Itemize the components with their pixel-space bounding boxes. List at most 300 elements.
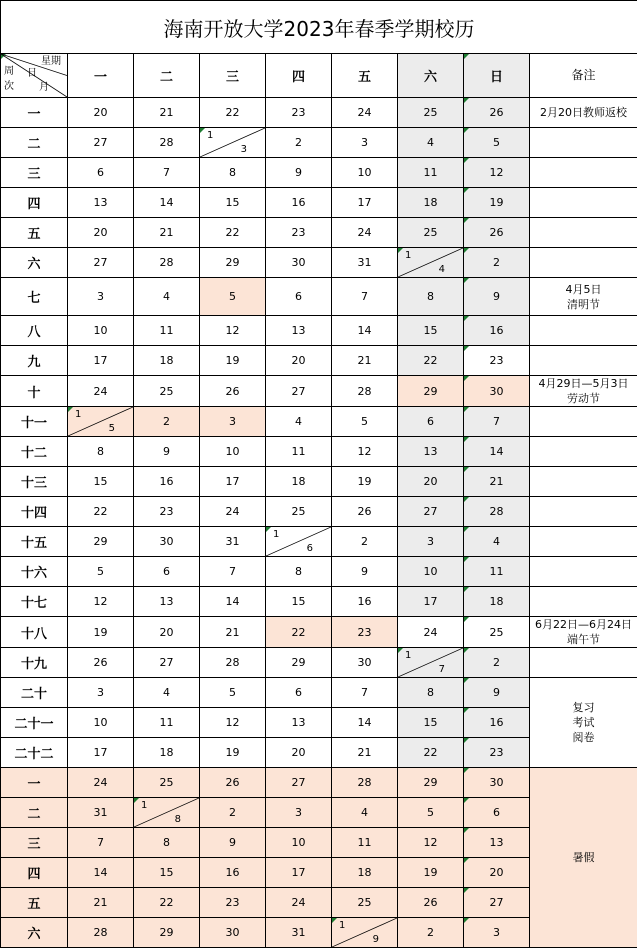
date-cell: 2 <box>332 527 398 557</box>
date-cell: 6 <box>134 557 200 587</box>
month-split <box>332 918 397 947</box>
date-cell: 28 <box>464 497 530 527</box>
note-cell-empty <box>530 158 637 188</box>
date-cell: 24 <box>398 617 464 648</box>
date-cell: 15 <box>68 467 134 497</box>
week-row <box>1 648 637 678</box>
date-cell: 16 <box>464 708 530 738</box>
date-cell: 5 <box>200 678 266 708</box>
date-cell: 13 <box>266 316 332 346</box>
date-cell: 14 <box>332 708 398 738</box>
week-number: 九 <box>1 346 68 376</box>
date-cell: 9 <box>266 158 332 188</box>
date-cell: 22 <box>200 98 266 128</box>
new-month-day: 1 <box>339 920 346 931</box>
date-cell: 23 <box>464 346 530 376</box>
date-cell: 10 <box>266 828 332 858</box>
date-cell: 7 <box>134 158 200 188</box>
week-number: 二十二 <box>1 738 68 768</box>
date-cell: 30 <box>134 527 200 557</box>
date-cell: 7 <box>68 828 134 858</box>
note-cell <box>530 678 637 768</box>
date-cell: 27 <box>266 376 332 407</box>
week-number: 十一 <box>1 407 68 437</box>
week-row <box>1 158 637 188</box>
date-cell: 2 <box>200 798 266 828</box>
date-cell: 18 <box>266 467 332 497</box>
date-cell: 3 <box>68 278 134 316</box>
note-cell-empty <box>530 557 637 587</box>
date-cell: 2 <box>134 407 200 437</box>
date-cell: 13 <box>134 587 200 617</box>
date-cell: 20 <box>134 617 200 648</box>
week-number: 四 <box>1 188 68 218</box>
date-cell: 21 <box>332 738 398 768</box>
header-mon: 一 <box>68 54 134 98</box>
date-cell: 13 <box>68 188 134 218</box>
week-number: 十四 <box>1 497 68 527</box>
new-month-day: 1 <box>207 130 214 141</box>
note-cell <box>530 376 637 407</box>
date-cell: 9 <box>134 437 200 467</box>
note-line: 考试 <box>572 716 595 729</box>
date-cell: 18 <box>332 858 398 888</box>
new-month-day: 1 <box>75 409 82 420</box>
week-row <box>1 98 637 128</box>
week-number: 二 <box>1 798 68 828</box>
date-cell: 3 <box>332 128 398 158</box>
date-cell: 4 <box>266 407 332 437</box>
date-cell-month-start <box>266 527 332 557</box>
week-row <box>1 346 637 376</box>
header-fri: 五 <box>332 54 398 98</box>
date-cell: 14 <box>200 587 266 617</box>
week-row <box>1 407 637 437</box>
date-cell-month-start <box>200 128 266 158</box>
date-cell: 14 <box>134 188 200 218</box>
month-split <box>200 128 265 157</box>
date-cell: 7 <box>200 557 266 587</box>
date-cell: 20 <box>398 467 464 497</box>
date-cell: 27 <box>398 497 464 527</box>
week-number: 五 <box>1 888 68 918</box>
date-cell: 30 <box>464 376 530 407</box>
date-cell: 5 <box>332 407 398 437</box>
week-number: 二 <box>1 128 68 158</box>
note-line: 阅卷 <box>572 731 595 744</box>
date-cell: 6 <box>266 678 332 708</box>
note-cell: 2月20日教师返校 <box>530 98 637 128</box>
week-row <box>1 278 637 316</box>
week-row <box>1 678 637 708</box>
note-line: 复习 <box>572 701 595 714</box>
date-cell: 20 <box>68 218 134 248</box>
corner-week-label: 周 <box>4 66 14 77</box>
date-cell: 16 <box>266 188 332 218</box>
note-cell-empty <box>530 467 637 497</box>
month-split <box>134 798 199 827</box>
date-cell: 24 <box>68 768 134 798</box>
date-cell: 7 <box>332 278 398 316</box>
date-cell: 24 <box>200 497 266 527</box>
month-split <box>398 248 463 277</box>
date-cell: 12 <box>464 158 530 188</box>
date-cell: 29 <box>68 527 134 557</box>
note-line: 4月29日—5月3日 <box>538 377 629 390</box>
date-cell: 3 <box>464 918 530 948</box>
date-cell: 10 <box>200 437 266 467</box>
date-cell: 20 <box>266 346 332 376</box>
new-month-number: 6 <box>306 543 313 554</box>
date-cell: 19 <box>332 467 398 497</box>
date-cell: 15 <box>134 858 200 888</box>
date-cell: 4 <box>134 678 200 708</box>
date-cell: 4 <box>398 128 464 158</box>
date-cell: 19 <box>200 738 266 768</box>
week-number: 十 <box>1 376 68 407</box>
date-cell: 11 <box>398 158 464 188</box>
date-cell: 22 <box>266 617 332 648</box>
week-row <box>1 128 637 158</box>
date-cell: 20 <box>464 858 530 888</box>
date-cell: 2 <box>464 648 530 678</box>
date-cell: 5 <box>464 128 530 158</box>
date-cell: 28 <box>134 248 200 278</box>
date-cell: 26 <box>332 497 398 527</box>
date-cell: 24 <box>266 888 332 918</box>
date-cell: 22 <box>200 218 266 248</box>
week-number: 十九 <box>1 648 68 678</box>
date-cell: 31 <box>68 798 134 828</box>
date-cell: 10 <box>68 316 134 346</box>
date-cell: 21 <box>134 98 200 128</box>
date-cell: 5 <box>68 557 134 587</box>
date-cell: 22 <box>398 738 464 768</box>
date-cell: 10 <box>398 557 464 587</box>
date-cell: 8 <box>134 828 200 858</box>
date-cell: 26 <box>68 648 134 678</box>
date-cell: 14 <box>68 858 134 888</box>
week-row <box>1 467 637 497</box>
date-cell: 8 <box>68 437 134 467</box>
page-title: 海南开放大学2023年春季学期校历 <box>1 1 637 54</box>
corner-month-label: 月 <box>39 82 49 93</box>
week-number: 六 <box>1 918 68 948</box>
date-cell: 15 <box>200 188 266 218</box>
note-cell: 暑假 <box>530 768 637 948</box>
week-number: 二十 <box>1 678 68 708</box>
date-cell: 29 <box>398 768 464 798</box>
note-line: 4月5日 <box>565 282 602 296</box>
date-cell: 17 <box>398 587 464 617</box>
week-row <box>1 527 637 557</box>
date-cell: 6 <box>68 158 134 188</box>
date-cell: 25 <box>464 617 530 648</box>
date-cell: 24 <box>68 376 134 407</box>
new-month-number: 7 <box>438 664 445 675</box>
date-cell: 24 <box>332 98 398 128</box>
date-cell: 25 <box>332 888 398 918</box>
date-cell: 28 <box>332 768 398 798</box>
date-cell: 2 <box>398 918 464 948</box>
date-cell: 29 <box>398 376 464 407</box>
week-number: 十三 <box>1 467 68 497</box>
note-cell-empty <box>530 188 637 218</box>
week-row <box>1 617 637 648</box>
new-month-number: 8 <box>174 814 181 825</box>
header-tue: 二 <box>134 54 200 98</box>
date-cell: 29 <box>134 918 200 948</box>
new-month-day: 1 <box>405 650 412 661</box>
date-cell: 15 <box>266 587 332 617</box>
date-cell: 17 <box>200 467 266 497</box>
date-cell-month-start <box>134 798 200 828</box>
note-cell-empty <box>530 497 637 527</box>
week-number: 一 <box>1 768 68 798</box>
date-cell: 21 <box>200 617 266 648</box>
date-cell: 2 <box>464 248 530 278</box>
week-row <box>1 497 637 527</box>
date-cell: 28 <box>200 648 266 678</box>
calendar-body <box>1 98 637 948</box>
date-cell: 19 <box>200 346 266 376</box>
note-cell <box>530 617 637 648</box>
date-cell: 6 <box>464 798 530 828</box>
week-number: 三 <box>1 828 68 858</box>
date-cell: 24 <box>332 218 398 248</box>
date-cell: 6 <box>398 407 464 437</box>
note-line: 6月22日—6月24日 <box>535 618 632 631</box>
note-cell-empty <box>530 437 637 467</box>
date-cell: 28 <box>134 128 200 158</box>
date-cell: 26 <box>398 888 464 918</box>
header-wed: 三 <box>200 54 266 98</box>
header-sat: 六 <box>398 54 464 98</box>
date-cell: 4 <box>134 278 200 316</box>
week-row <box>1 437 637 467</box>
date-cell: 27 <box>266 768 332 798</box>
date-cell: 13 <box>266 708 332 738</box>
week-row <box>1 557 637 587</box>
date-cell: 17 <box>68 346 134 376</box>
date-cell: 8 <box>398 678 464 708</box>
date-cell: 22 <box>68 497 134 527</box>
week-row <box>1 188 637 218</box>
date-cell: 7 <box>332 678 398 708</box>
date-cell: 17 <box>68 738 134 768</box>
date-cell: 10 <box>332 158 398 188</box>
date-cell: 11 <box>266 437 332 467</box>
date-cell: 25 <box>266 497 332 527</box>
corner-weekday-label: 星期 <box>41 56 61 67</box>
date-cell: 31 <box>200 527 266 557</box>
date-cell: 17 <box>332 188 398 218</box>
date-cell: 21 <box>464 467 530 497</box>
date-cell: 12 <box>200 708 266 738</box>
date-cell: 12 <box>398 828 464 858</box>
note-cell-empty <box>530 128 637 158</box>
date-cell: 11 <box>464 557 530 587</box>
week-number: 十五 <box>1 527 68 557</box>
date-cell: 25 <box>398 218 464 248</box>
date-cell: 5 <box>200 278 266 316</box>
week-number: 四 <box>1 858 68 888</box>
note-cell-empty <box>530 648 637 678</box>
date-cell-month-start <box>398 248 464 278</box>
date-cell: 9 <box>200 828 266 858</box>
date-cell: 23 <box>134 497 200 527</box>
date-cell: 13 <box>398 437 464 467</box>
date-cell: 18 <box>398 188 464 218</box>
date-cell: 2 <box>266 128 332 158</box>
week-number: 十二 <box>1 437 68 467</box>
week-row <box>1 587 637 617</box>
header-note: 备注 <box>530 54 637 98</box>
note-cell-empty <box>530 218 637 248</box>
date-cell: 21 <box>332 346 398 376</box>
date-cell: 26 <box>464 218 530 248</box>
date-cell: 10 <box>68 708 134 738</box>
date-cell: 28 <box>332 376 398 407</box>
date-cell: 4 <box>332 798 398 828</box>
new-month-number: 3 <box>240 144 247 155</box>
date-cell: 25 <box>134 376 200 407</box>
date-cell: 22 <box>134 888 200 918</box>
date-cell: 30 <box>200 918 266 948</box>
date-cell: 23 <box>266 98 332 128</box>
date-cell: 12 <box>200 316 266 346</box>
date-cell: 5 <box>398 798 464 828</box>
week-row <box>1 218 637 248</box>
header-sun: 日 <box>464 54 530 98</box>
date-cell: 30 <box>266 248 332 278</box>
month-split <box>266 527 331 556</box>
date-cell: 7 <box>464 407 530 437</box>
date-cell: 27 <box>68 128 134 158</box>
date-cell: 12 <box>332 437 398 467</box>
note-line: 劳动节 <box>567 392 600 405</box>
note-cell-empty <box>530 346 637 376</box>
date-cell: 19 <box>464 188 530 218</box>
week-row <box>1 316 637 346</box>
week-number: 八 <box>1 316 68 346</box>
date-cell: 8 <box>398 278 464 316</box>
week-row <box>1 768 637 798</box>
date-cell: 28 <box>68 918 134 948</box>
note-cell <box>530 278 637 316</box>
new-month-day: 1 <box>141 800 148 811</box>
date-cell: 23 <box>332 617 398 648</box>
date-cell: 21 <box>134 218 200 248</box>
corner-day-label: 日 <box>27 68 37 79</box>
week-number: 五 <box>1 218 68 248</box>
date-cell: 11 <box>134 708 200 738</box>
note-cell-empty <box>530 527 637 557</box>
note-cell-empty <box>530 407 637 437</box>
header-thu: 四 <box>266 54 332 98</box>
date-cell: 27 <box>134 648 200 678</box>
date-cell: 9 <box>464 278 530 316</box>
week-row <box>1 248 637 278</box>
date-cell: 25 <box>398 98 464 128</box>
date-cell: 16 <box>200 858 266 888</box>
date-cell: 22 <box>398 346 464 376</box>
date-cell: 20 <box>266 738 332 768</box>
note-cell-empty <box>530 248 637 278</box>
date-cell: 29 <box>200 248 266 278</box>
week-number: 二十一 <box>1 708 68 738</box>
date-cell: 17 <box>266 858 332 888</box>
week-number: 十七 <box>1 587 68 617</box>
date-cell: 3 <box>398 527 464 557</box>
date-cell: 15 <box>398 316 464 346</box>
date-cell: 23 <box>464 738 530 768</box>
date-cell: 19 <box>68 617 134 648</box>
date-cell: 13 <box>464 828 530 858</box>
date-cell: 20 <box>68 98 134 128</box>
date-cell: 3 <box>68 678 134 708</box>
date-cell: 4 <box>464 527 530 557</box>
date-cell: 19 <box>398 858 464 888</box>
date-cell: 11 <box>134 316 200 346</box>
new-month-number: 9 <box>372 934 379 945</box>
date-cell: 11 <box>332 828 398 858</box>
date-cell: 27 <box>68 248 134 278</box>
date-cell: 23 <box>266 218 332 248</box>
corner-ci-label: 次 <box>4 81 14 92</box>
week-number: 七 <box>1 278 68 316</box>
date-cell: 18 <box>464 587 530 617</box>
header-corner <box>1 54 68 98</box>
date-cell: 31 <box>266 918 332 948</box>
date-cell: 6 <box>266 278 332 316</box>
date-cell-month-start <box>398 648 464 678</box>
week-number: 十六 <box>1 557 68 587</box>
week-number: 三 <box>1 158 68 188</box>
date-cell: 29 <box>266 648 332 678</box>
week-number: 十八 <box>1 617 68 648</box>
date-cell: 16 <box>134 467 200 497</box>
date-cell: 8 <box>266 557 332 587</box>
date-cell: 16 <box>332 587 398 617</box>
date-cell-month-start <box>68 407 134 437</box>
note-cell-empty <box>530 587 637 617</box>
date-cell: 14 <box>464 437 530 467</box>
note-line: 端午节 <box>567 633 600 646</box>
date-cell: 30 <box>464 768 530 798</box>
date-cell: 26 <box>200 376 266 407</box>
date-cell: 3 <box>266 798 332 828</box>
date-cell: 23 <box>200 888 266 918</box>
date-cell: 25 <box>134 768 200 798</box>
date-cell: 8 <box>200 158 266 188</box>
new-month-day: 1 <box>405 250 412 261</box>
month-split <box>398 648 463 677</box>
date-cell: 31 <box>332 248 398 278</box>
month-split <box>68 407 133 436</box>
date-cell: 15 <box>398 708 464 738</box>
date-cell: 9 <box>332 557 398 587</box>
date-cell: 21 <box>68 888 134 918</box>
date-cell: 18 <box>134 738 200 768</box>
date-cell: 14 <box>332 316 398 346</box>
date-cell: 26 <box>464 98 530 128</box>
date-cell: 18 <box>134 346 200 376</box>
date-cell-month-start <box>332 918 398 948</box>
new-month-day: 1 <box>273 529 280 540</box>
week-row <box>1 376 637 407</box>
date-cell: 16 <box>464 316 530 346</box>
